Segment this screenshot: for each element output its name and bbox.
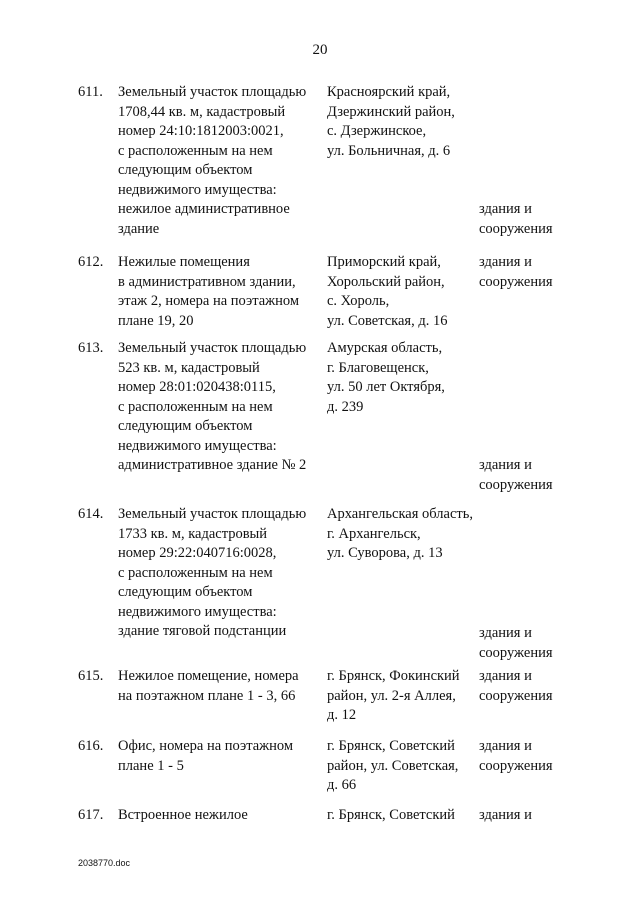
entry-description: Офис, номера на поэтажном плане 1 - 5 (118, 738, 294, 774)
entry-number: 612. (78, 254, 104, 270)
entry-description: здание тяговой подстанции (118, 623, 287, 639)
entry-description: Земельный участок площадью 523 кв. м, кадастровый номер 28:01:020438:0115, с расположенным на нем следующим объектом недвижимого имущества: (118, 340, 307, 454)
entry-description: нежилое административное здание (118, 201, 290, 237)
entry-type: здания и сооружения (479, 668, 553, 704)
entry-type: здания и сооружения (479, 201, 553, 237)
page-number: 20 (312, 42, 328, 58)
entry-number: 613. (78, 340, 104, 356)
entry-description: Нежилое помещение, номера на поэтажном плане 1 - 3, 66 (118, 668, 299, 704)
entry-address: Красноярский край, Дзержинский район, с. Дзержинское, ул. Больничная, д. 6 (327, 84, 455, 159)
entry-address: Архангельская область, г. Архангельск, ул. Суворова, д. 13 (327, 506, 473, 561)
entry-description: Земельный участок площадью 1733 кв. м, кадастровый номер 29:22:040716:0028, с расположенным на нем следующим объектом недвижимого имущества: (118, 506, 307, 620)
entry-address: Приморский край, Хорольский район, с. Хороль, ул. Советская, д. 16 (327, 254, 448, 329)
entry-type: здания и сооружения (479, 457, 553, 493)
entry-address: г. Брянск, Советский (327, 807, 455, 823)
entry-number: 615. (78, 668, 104, 684)
document-filename: 2038770.doc (78, 858, 131, 868)
entry-type: здания и сооружения (479, 625, 553, 661)
entry-type: здания и (479, 807, 532, 823)
entry-description: Встроенное нежилое (118, 807, 248, 823)
entry-address: г. Брянск, Фокинский район, ул. 2-я Аллея, д. 12 (327, 668, 460, 723)
entry-address: г. Брянск, Советский район, ул. Советская, д. 66 (327, 738, 459, 793)
entry-number: 614. (78, 506, 104, 522)
entry-description: Земельный участок площадью 1708,44 кв. м, кадастровый номер 24:10:1812003:0021, с расположенным на нем следующим объектом недвижимого имущества: (118, 84, 307, 198)
entry-number: 617. (78, 807, 104, 823)
entry-address: Амурская область, г. Благовещенск, ул. 50 лет Октября, д. 239 (327, 340, 445, 415)
entry-description: административное здание № 2 (118, 457, 307, 473)
entry-type: здания и сооружения (479, 254, 553, 290)
entry-number: 611. (78, 84, 103, 100)
entry-number: 616. (78, 738, 104, 754)
entry-description: Нежилые помещения в административном здании, этаж 2, номера на поэтажном плане 19, 20 (118, 254, 300, 329)
entry-type: здания и сооружения (479, 738, 553, 774)
